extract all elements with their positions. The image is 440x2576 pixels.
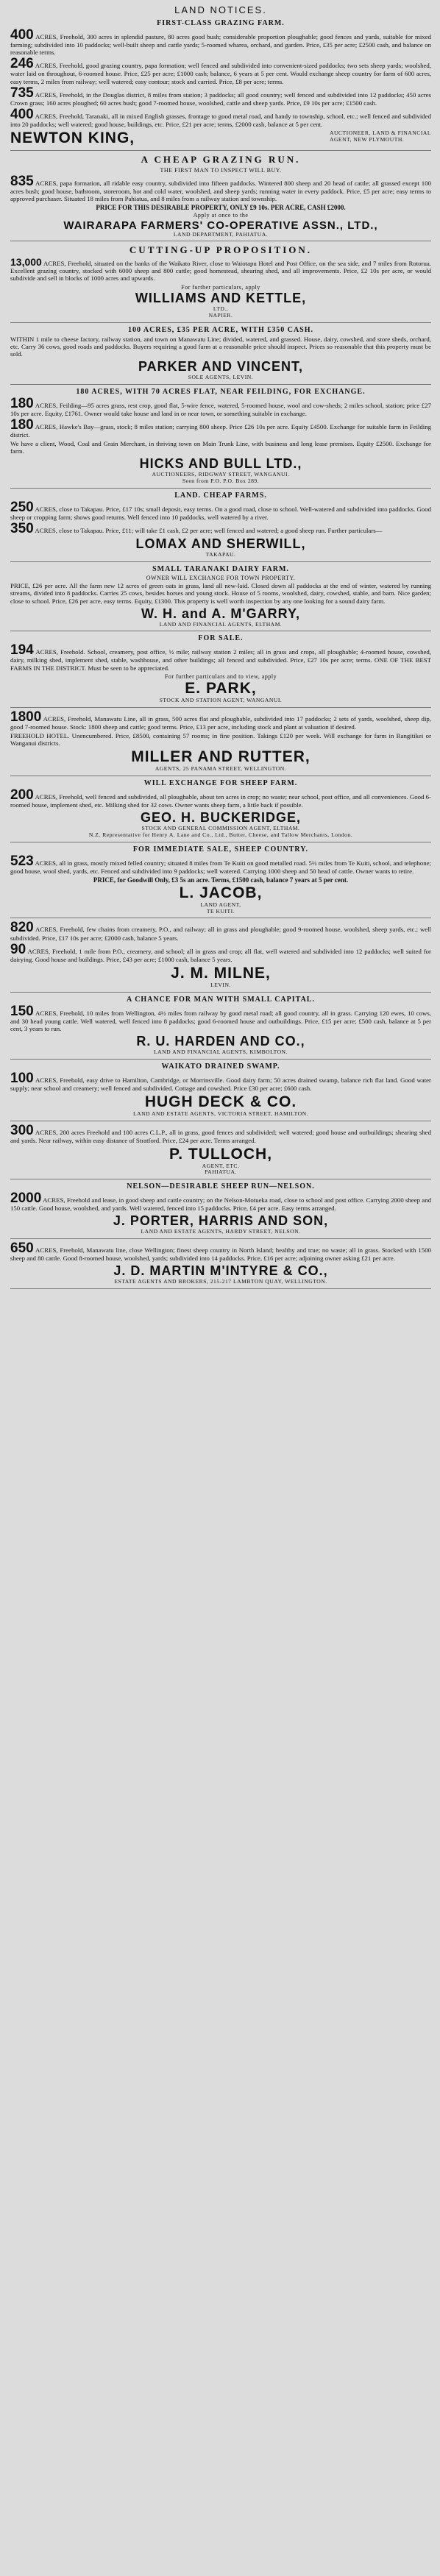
ad-title: LAND. CHEAP FARMS. bbox=[174, 491, 267, 500]
advertisement bbox=[10, 776, 431, 842]
property-listing bbox=[10, 789, 431, 809]
agent-name: P. TULLOCH, bbox=[168, 1145, 273, 1163]
advertisement bbox=[10, 385, 431, 489]
further-line: For further particulars, apply bbox=[181, 283, 260, 291]
agent-detail-line: AUCTIONEER, LAND & FINANCIAL bbox=[329, 129, 431, 137]
listing-text: ACRES, Freehold. School, creamery, post office, ½ mile; railway station 2 miles; all in grass and crops, all ploughable; 4-roomed house, cowshed, dairy, milking shed, implement shed, stable, washhouse, and other buildings; all fenced and subdivided. Price, £27 10s per acre; terms. ONE OF THE BEST FARMS IN THE DISTRICT. Must be seen to be appreciated. bbox=[10, 648, 431, 672]
property-listing bbox=[10, 175, 431, 202]
listing-text: ACRES, Freehold, Manawatu Line, all in grass, 500 acres flat and ploughable, subdivided into 17 paddocks; 2 sets of yards, woolshed, sheep dip, good 7-roomed house. Stock: 1800 sheep and cattle; good terms. Price, £13 per acre, including stock and plant at valuation if desired. bbox=[10, 715, 431, 731]
agent-detail-line: LAND AND FINANCIAL AGENTS, KIMBOLTON. bbox=[154, 1048, 288, 1055]
ad-title: FOR IMMEDIATE SALE, SHEEP COUNTRY. bbox=[132, 845, 309, 854]
agent-name: R. U. HARDEN AND CO., bbox=[136, 1033, 305, 1049]
property-listing bbox=[10, 1072, 431, 1092]
listing-text: ACRES, Freehold, 1 mile from P.O., creamery, and school; all in grass and crop; all flat, well watered and subdivided into 12 paddocks; well suited for dairying. Good house and buildings. Price, £43 per acre; £1000 cash, balance 5 years. bbox=[10, 947, 431, 963]
listing-text: ACRES, Feilding—95 acres grass, rest crop, good flat, 5-wire fence, watered, 5-roomed house, wool and cow-sheds; 2 miles school, station; price £27 10s per acre. Equity, £1761. Owner would take house and land in or near town, or something suitable in exchange. bbox=[10, 401, 431, 417]
agent-detail-line: PAHIATUA. bbox=[205, 1168, 237, 1176]
agent-detail-line: LAND AND ESTATE AGENTS, HARDY STREET, NELSON. bbox=[141, 1228, 301, 1235]
advertisement bbox=[10, 708, 431, 776]
acreage-figure: 350 bbox=[10, 520, 34, 536]
advertisement bbox=[10, 1121, 431, 1180]
agent-detail-line: N.Z. Representative for Henry A. Lane and Co., Ltd., Butter, Cheese, and Tallow Merchants, London. bbox=[88, 831, 353, 839]
agent-detail-line: SOLE AGENTS, LEVIN. bbox=[188, 373, 254, 380]
property-listing bbox=[10, 644, 431, 671]
agent-detail-line: LAND AGENT, bbox=[200, 901, 241, 908]
advertisement bbox=[10, 323, 431, 385]
listing-text: ACRES, Freehold, 300 acres in splendid pasture, 80 acres good bush; considerable proportion ploughable; good fences and yards, suitable for mixed farming; subdivided into 10 paddocks; well-built sheep and cattle yards; 5-roomed wharea, orchard, and garden. Price, £35 per acre; £2500 cash, and balance on reasonable terms. bbox=[10, 33, 431, 57]
agent-detail-line: LTD., bbox=[213, 305, 229, 313]
property-listing bbox=[10, 397, 431, 417]
ad-title: FIRST-CLASS GRAZING FARM. bbox=[157, 19, 285, 27]
listing-text: ACRES, Freehold, Taranaki, all in mixed English grasses, frontage to good metal road, and handy to township, school, etc.; well fenced and subdivided into 20 paddocks; well watered; good house, buildings, etc. Price, £21 per acre; terms, £2000 cash, balance at 5 per cent. bbox=[10, 112, 431, 128]
property-listing bbox=[10, 855, 431, 875]
property-listing bbox=[10, 501, 431, 521]
agent-name: GEO. H. BUCKERIDGE, bbox=[140, 810, 302, 826]
property-listing bbox=[10, 1242, 431, 1262]
agent-detail-line: AUCTIONEERS, RIDGWAY STREET, WANGANUI. bbox=[152, 471, 290, 478]
advertisement bbox=[10, 1060, 431, 1121]
ad-note: FREEHOLD HOTEL. Unencumbered. Price, £8500, containing 57 rooms; in fine position. Takings £120 per week. Will exchange for farm in Rangitikei or Wanganui districts. bbox=[10, 732, 431, 748]
acreage-figure: 180 bbox=[10, 416, 34, 433]
acreage-figure: 90 bbox=[10, 941, 26, 957]
listing-text: PRICE, £26 per acre. All the farm new 12 acres of green oats in grass, land all new-laid. Closed down all paddocks at the end of winter, watered by running streams, divided into 8 paddocks. Carries 25 cows, besides horses and young stock. House of 5 rooms, woolshed, dairy, cowshed, stable, and barn. Nice garden; close to school. Price, £26 per acre, easy terms. Equity, £1300. This property is well worth inspection by any one looking for a sound dairy farm. bbox=[10, 582, 431, 605]
property-listing bbox=[10, 522, 431, 535]
agent-name: NEWTON KING, bbox=[10, 129, 135, 147]
acreage-figure: 523 bbox=[10, 853, 34, 869]
agent-name: J. PORTER, HARRIS AND SON, bbox=[113, 1213, 329, 1229]
agent-detail-line: TAKAPAU. bbox=[205, 551, 236, 558]
acreage-figure: 400 bbox=[10, 27, 34, 43]
listing-text: ACRES, close to Takapau. Price, £17 10s; small deposit, easy terms. On a good road, close to school. Well-watered and subdivided into paddocks. Good sheep or cropping farm; shows good returns. Well fenced into 10 paddocks, well watered by a river. bbox=[10, 505, 431, 521]
ad-title: 180 ACRES, WITH 70 ACRES FLAT, NEAR FEILDING, FOR EXCHANGE. bbox=[76, 387, 366, 396]
agent-name: WAIRARAPA FARMERS' CO-OPERATIVE ASSN., LTD., bbox=[63, 219, 378, 232]
agent-name: HUGH DECK & CO. bbox=[144, 1093, 297, 1110]
ad-subtitle: THE FIRST MAN TO INSPECT WILL BUY. bbox=[160, 167, 282, 174]
agent-detail-line: AGENT, ETC. bbox=[202, 1162, 240, 1169]
property-listing bbox=[10, 1124, 431, 1144]
acreage-figure: 150 bbox=[10, 1003, 34, 1019]
advertisement bbox=[10, 993, 431, 1060]
listing-text: ACRES, Freehold, few chains from creamery, P.O., and railway; all in grass and ploughable; good 9-roomed house, woolshed, sheep yards, etc.; well subdivided. Price, £17 10s per acre; £2000 cash, balance 5 years. bbox=[10, 926, 431, 942]
property-listing bbox=[10, 943, 431, 963]
property-listing bbox=[10, 87, 431, 107]
ad-title: SMALL TARANAKI DAIRY FARM. bbox=[152, 564, 289, 573]
agent-name: MILLER AND RUTTER, bbox=[131, 748, 311, 766]
agent-name: J. M. MILNE, bbox=[171, 964, 271, 982]
column-heading: LAND NOTICES. bbox=[174, 4, 267, 15]
ad-title: NELSON—DESIRABLE SHEEP RUN—NELSON. bbox=[127, 1182, 315, 1191]
agent-name: L. JACOB, bbox=[179, 884, 263, 901]
property-listing bbox=[10, 258, 431, 282]
agent-name: J. D. MARTIN M'INTYRE & CO., bbox=[113, 1263, 328, 1279]
acreage-figure: 1800 bbox=[10, 709, 42, 725]
acreage-figure: 2000 bbox=[10, 1191, 42, 1207]
ad-title: WILL EXCHANGE FOR SHEEP FARM. bbox=[143, 779, 298, 788]
advertisement bbox=[10, 489, 431, 562]
acreage-figure: 100 bbox=[10, 1070, 34, 1086]
advertisement bbox=[10, 1239, 431, 1289]
agent-name: E. PARK, bbox=[185, 680, 257, 698]
acreage-figure: 13,000 bbox=[10, 256, 42, 269]
listing-text: ACRES, Freehold, situated on the banks of the Waikato River, close to Waiotapu Hotel and Post Office, on the sea side, and 7 miles from Rotorua. Excellent grazing country, stocked with 6000 sheep and 800 cattle; good homestead, shearing shed, and all improvements. Price, £2 10s per acre, or would subdivide and sell in blocks of 1000 acres and upwards. bbox=[10, 260, 431, 283]
listing-text: ACRES, Hawke's Bay—grass, stock; 8 miles station; carrying 800 sheep. Price £26 10s per acre. Equity £4500. Exchange for suitable farm in Feilding district. bbox=[10, 422, 431, 439]
acreage-figure: 200 bbox=[10, 787, 34, 803]
acreage-figure: 650 bbox=[10, 1241, 34, 1257]
listing-text: ACRES, all in grass, mostly mixed felled country; situated 8 miles from Te Kuiti on good metalled road. 5½ miles from Te Kuiti, school, and telephone; good house, wool shed, yards, etc. Fenced and subdivided into 9 paddocks; well watered. Carrying 1000 sheep and 50 head of cattle. Owner wants to retire. bbox=[10, 859, 431, 875]
agent-detail-line: AGENT, NEW PLYMOUTH. bbox=[329, 136, 405, 143]
agent-detail-line: LAND AND FINANCIAL AGENTS, ELTHAM. bbox=[159, 620, 283, 628]
acreage-figure: 180 bbox=[10, 395, 34, 411]
agent-name: HICKS AND BULL LTD., bbox=[139, 456, 302, 472]
agent-detail-line: AGENTS, 25 PANAMA STREET, WELLINGTON. bbox=[155, 765, 287, 773]
ad-title: CUTTING-UP PROPOSITION. bbox=[129, 244, 313, 256]
agent-detail-line: TE KUITI. bbox=[206, 907, 235, 915]
acreage-figure: 300 bbox=[10, 1122, 34, 1138]
advertisement bbox=[10, 16, 431, 151]
advertisement bbox=[10, 842, 431, 919]
agent-name: LOMAX AND SHERWILL, bbox=[135, 536, 306, 552]
property-listing bbox=[10, 336, 431, 358]
advertisement bbox=[10, 1179, 431, 1239]
further-line: For further particulars and to view, apply bbox=[164, 673, 277, 680]
listing-text: ACRES, close to Takapau. Price, £11; will take £1 cash, £2 per acre; well fenced and watered; a good sheep run. Further particulars— bbox=[33, 526, 383, 534]
ad-price: PRICE, for Goodwill Only, £3 5s an acre. Terms, £1500 cash, balance 7 years at 5 per cent. bbox=[93, 876, 349, 884]
agent-signature bbox=[10, 129, 431, 147]
acreage-figure: 400 bbox=[10, 106, 34, 122]
ad-title: FOR SALE. bbox=[198, 634, 244, 643]
agent-detail-line: LAND DEPARTMENT, PAHIATUA. bbox=[173, 230, 269, 238]
property-listing bbox=[10, 416, 431, 439]
listing-text: ACRES, Freehold, in the Douglas district, 8 miles from station; 3 paddocks; all good country; well fenced and subdivided into 12 paddocks; 450 acres Crown grass; 160 acres ploughed; 60 acres bush; good 7-roomed house, woolshed, cattle and sheep yards. Price, £9 10s per acre; £1500 cash. bbox=[10, 91, 431, 107]
property-listing bbox=[10, 1005, 431, 1032]
listing-text: ACRES, Freehold, well fenced and subdivided, all ploughable, about ten acres in crop; no waste; near school, post office, and all conveniences. Good 6-roomed house, implement shed, etc. Milking shed for 32 cows. Owner wants sheep farm, a little back if possible. bbox=[10, 793, 431, 809]
advertisement bbox=[10, 151, 431, 241]
property-listing bbox=[10, 29, 431, 56]
advertisement bbox=[10, 562, 431, 632]
acreage-figure: 820 bbox=[10, 920, 34, 936]
listing-text: WITHIN 1 mile to cheese factory, railway station, and town on Manawatu Line; divided, watered, and grassed. House, dairy, cowshed, and store sheds, orchard, etc. Carry 36 cows, good roads and paddocks. Buyers requiring a good farm at a reasonable price should inspect. Prices so reasonable that this property must be sold. bbox=[10, 335, 431, 358]
acreage-figure: 250 bbox=[10, 499, 34, 515]
property-listing bbox=[10, 108, 431, 128]
listing-text: ACRES, Freehold, 10 miles from Wellington, 4½ miles from railway by good metal road; all good country, all in grass. Carrying 120 ewes, 10 cows, and 30 head young cattle. Well watered, well fenced into 8 paddocks; good 6-roomed house and outbuildings. Price, £15 per acre; £500 cash, balance at 5 per cent, 3 years to run. bbox=[10, 1009, 431, 1032]
ad-title: WAIKATO DRAINED SWAMP. bbox=[161, 1062, 280, 1071]
acreage-figure: 194 bbox=[10, 642, 34, 659]
agent-details bbox=[330, 129, 431, 143]
agent-detail-line: NAPIER. bbox=[208, 311, 233, 319]
listing-text: ACRES, Freehold and lease, in good sheep and cattle country; on the Nelson-Motueka road, close to school and post office. Carrying 2000 sheep and 150 cattle. Good house, woolshed, and yards. Well watered, fenced into 15 paddocks. Price, £4 per acre. Easy terms arranged. bbox=[10, 1196, 431, 1213]
listing-text: ACRES, papa formation, all ridable easy country, subdivided into fifteen paddocks. Wintered 800 sheep and 20 head of cattle; all grassed except 100 acres bush; good house, bathroom, storeroom, hot and cold water, woolshed, and sheep yards; running water in every paddock. Price, £5 per acre; easy terms to approved purchaser. Situated 18 miles from Pahiatua, and 8 miles from a railway station and township. bbox=[10, 179, 431, 202]
agent-name: PARKER AND VINCENT, bbox=[138, 358, 303, 374]
listing-text: ACRES, Freehold, good grazing country, papa formation; well fenced and subdivided into convenient-sized paddocks; two sets sheep yards; woolshed, water laid on throughout, 6-roomed house. Price, £25 per acre; £1000 cash; balance, 6 years at 5 per cent. Would exchange sheep country for farm of 600 acres, easy terms, 2 miles from railway; well watered; easy contour; stock and carried. Price, £8 per acre; terms. bbox=[10, 62, 431, 85]
property-listing bbox=[10, 921, 431, 941]
advertisement-list bbox=[10, 16, 431, 1289]
apply-line: Apply at once to the bbox=[193, 211, 249, 219]
agent-detail-line: LEVIN. bbox=[210, 981, 231, 988]
ad-subtitle: OWNER WILL EXCHANGE FOR TOWN PROPERTY. bbox=[146, 574, 296, 581]
ad-title: A CHANCE FOR MAN WITH SMALL CAPITAL. bbox=[127, 995, 315, 1004]
agent-detail-line: ESTATE AGENTS AND BROKERS, 215-217 LAMBTON QUAY, WELLINGTON. bbox=[114, 1278, 327, 1285]
listing-text: ACRES, Freehold, Manawatu line, close Wellington; finest sheep country in North Island; healthy and true; no waste; all in grass. Stocked with 1500 sheep and 80 cattle. Good 8-roomed house, woolshed, yards; subdivided into 14 paddocks. Price, £16 per acre; adjoining owner asking £21 per acre. bbox=[10, 1246, 431, 1263]
agent-detail-line: Seen from P.O. P.O. Box 289. bbox=[182, 478, 260, 484]
agent-name: WILLIAMS AND KETTLE, bbox=[135, 291, 307, 306]
property-listing bbox=[10, 711, 431, 731]
agent-name: W. H. and A. M'GARRY, bbox=[141, 606, 300, 621]
acreage-figure: 835 bbox=[10, 173, 34, 189]
listing-text: ACRES, Freehold, easy drive to Hamilton, Cambridge, or Morrinsville. Good dairy farm; 50 acres drained swamp, balance rich flat land. Good water supply; near school and creamery; well fenced and subdivided. Cottage and cowshed. Price £30 per acre; £600 cash. bbox=[10, 1076, 431, 1092]
agent-detail-line: STOCK AND GENERAL COMMISSION AGENT, ELTHAM. bbox=[141, 825, 300, 832]
acreage-figure: 735 bbox=[10, 85, 34, 101]
listing-text: ACRES, 200 acres Freehold and 100 acres C.L.P., all in grass, good fences and subdivided; well watered; good house and outbuildings; shearing shed and yards. Near railway, within easy distance of Stratford. Price, £24 per acre. Terms arranged. bbox=[10, 1128, 431, 1144]
agent-detail-line: LAND AND ESTATE AGENTS, VICTORIA STREET, HAMILTON. bbox=[132, 1110, 309, 1117]
property-listing bbox=[10, 57, 431, 85]
advertisement bbox=[10, 241, 431, 322]
ad-title: 100 ACRES, £35 PER ACRE, WITH £350 CASH. bbox=[127, 325, 314, 334]
advertisement bbox=[10, 631, 431, 708]
agent-detail-line: STOCK AND STATION AGENT, WANGANUI. bbox=[159, 697, 283, 704]
property-listing bbox=[10, 582, 431, 604]
advertisement bbox=[10, 918, 431, 992]
acreage-figure: 246 bbox=[10, 56, 34, 72]
ad-title: A CHEAP GRAZING RUN. bbox=[141, 154, 301, 166]
ad-note: We have a client, Wood, Coal and Grain Merchant, in thriving town on Main Trunk Line, with business and long lease premises. Equity £2500. Exchange for farm. bbox=[10, 440, 431, 455]
property-listing bbox=[10, 1192, 431, 1212]
ad-price: PRICE FOR THIS DESIRABLE PROPERTY, ONLY £9 10s. PER ACRE, CASH £2000. bbox=[96, 203, 346, 211]
